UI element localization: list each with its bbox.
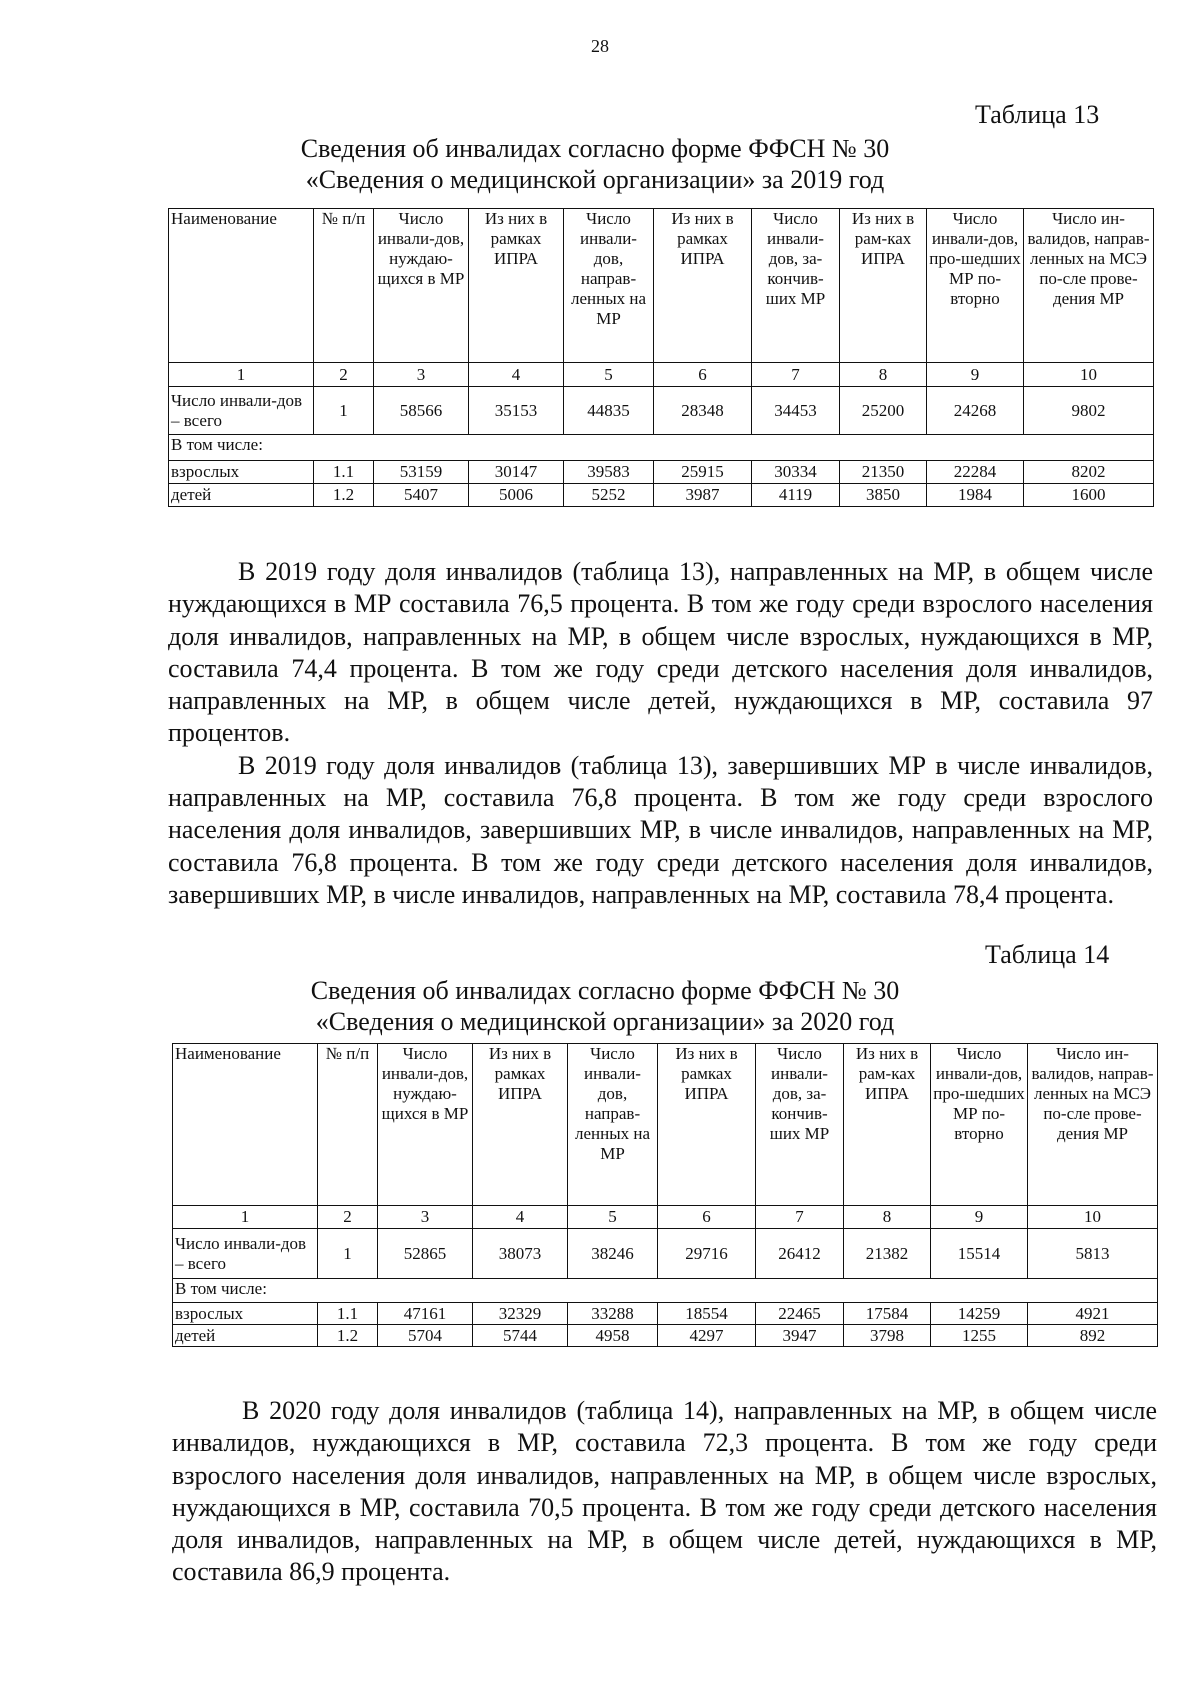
adults-row-cell: 25915	[654, 461, 752, 484]
adults-row-cell: 32329	[473, 1303, 568, 1325]
adults-row-cell: взрослых	[173, 1303, 318, 1325]
adults-row-cell: 33288	[568, 1303, 658, 1325]
children-row-cell: детей	[173, 1325, 318, 1347]
header-cell: Число ин-валидов, направ-ленных на МСЭ по-сле прове-дения МР	[1028, 1044, 1158, 1206]
header-cell: Из них в рам-ках ИПРА	[840, 209, 927, 363]
column-number-cell: 6	[654, 363, 752, 387]
adults-row-cell: 4921	[1028, 1303, 1158, 1325]
header-cell: Число ин-валидов, направ-ленных на МСЭ по-сле прове-дения МР	[1024, 209, 1154, 363]
adults-row-cell: 1.1	[314, 461, 374, 484]
column-number-cell: 10	[1028, 1206, 1158, 1229]
column-number-cell: 9	[931, 1206, 1028, 1229]
adults-row-cell: 39583	[564, 461, 654, 484]
children-row-cell: 3798	[844, 1325, 931, 1347]
children-row-cell: 4297	[658, 1325, 756, 1347]
total-row-cell: 25200	[840, 387, 927, 435]
table-14-label: Таблица 14	[985, 940, 1110, 969]
paragraph-2019-referral: В 2019 году доля инвалидов (таблица 13), направленных на МР, в общем числе нуждающихся в МР составила 76,5 процента. В том же году среди взрослого населения доля инвалидов, направленных на МР, в общем числе взрослых, нуждающихся в МР, составила 74,4 процента. В том же году среди детского населения доля инвалидов, направленных на МР, в общем числе детей, нуждающихся в МР, составила 97 процентов.	[168, 557, 1153, 748]
header-cell: Число инвали-дов, про-шедших МР по-вторно	[931, 1044, 1028, 1206]
total-row-cell: 5813	[1028, 1229, 1158, 1279]
column-number-cell: 10	[1024, 363, 1154, 387]
header-cell: Из них в рамках ИПРА	[658, 1044, 756, 1206]
column-number-cell: 4	[473, 1206, 568, 1229]
header-cell: Число инвали-дов, направ-ленных на МР	[568, 1044, 658, 1206]
total-row-cell: 52865	[378, 1229, 473, 1279]
table-14-subheader: В том числе:	[173, 1279, 1158, 1303]
children-row-cell: 3947	[756, 1325, 844, 1347]
children-row-cell: 5407	[374, 484, 469, 507]
total-row-cell: 9802	[1024, 387, 1154, 435]
total-row-cell: Число инвали-дов – всего	[169, 387, 314, 435]
adults-row-cell: 14259	[931, 1303, 1028, 1325]
total-row-cell: 38246	[568, 1229, 658, 1279]
header-cell: Число инвали-дов, направ-ленных на МР	[564, 209, 654, 363]
children-row-cell: 5744	[473, 1325, 568, 1347]
children-row-cell: 4958	[568, 1325, 658, 1347]
children-row-cell: 5006	[469, 484, 564, 507]
children-row-cell: 3850	[840, 484, 927, 507]
adults-row-cell: 17584	[844, 1303, 931, 1325]
children-row-cell: детей	[169, 484, 314, 507]
column-number-cell: 5	[568, 1206, 658, 1229]
header-cell: Число инвали-дов, про-шедших МР по-вторно	[927, 209, 1024, 363]
table-14	[172, 1043, 1158, 1347]
column-number-cell: 1	[173, 1206, 318, 1229]
children-row-cell: 4119	[752, 484, 840, 507]
total-row-cell: 35153	[469, 387, 564, 435]
adults-row-cell: 21350	[840, 461, 927, 484]
total-row-cell: 1	[314, 387, 374, 435]
children-row-cell: 1600	[1024, 484, 1154, 507]
children-row-cell: 1.2	[318, 1325, 378, 1347]
total-row-cell: 44835	[564, 387, 654, 435]
total-row-cell: 38073	[473, 1229, 568, 1279]
total-row-cell: 34453	[752, 387, 840, 435]
header-cell: Наименование	[169, 209, 314, 363]
header-cell: Наименование	[173, 1044, 318, 1206]
adults-row-cell: 8202	[1024, 461, 1154, 484]
paragraph-2019-completion: В 2019 году доля инвалидов (таблица 13), завершивших МР в числе инвалидов, направленных на МР, составила 76,8 процента. В том же году среди взрослого населения доля инвалидов, завершивших МР, в числе инвалидов, направленных на МР, составила 76,8 процента. В том же году среди детского населения доля инвалидов, завершивших МР, в числе инвалидов, направленных на МР, составила 78,4 процента.	[168, 750, 1153, 909]
column-number-cell: 9	[927, 363, 1024, 387]
adults-row-cell: 47161	[378, 1303, 473, 1325]
total-row-cell: 29716	[658, 1229, 756, 1279]
column-number-cell: 4	[469, 363, 564, 387]
column-number-cell: 2	[318, 1206, 378, 1229]
adults-row-cell: 53159	[374, 461, 469, 484]
adults-row-cell: взрослых	[169, 461, 314, 484]
header-cell: № п/п	[314, 209, 374, 363]
table-13-title-line2: «Сведения о медицинской организации» за 2019 год	[305, 165, 885, 194]
column-number-cell: 3	[374, 363, 469, 387]
total-row-cell: 58566	[374, 387, 469, 435]
column-number-cell: 1	[169, 363, 314, 387]
header-cell: Число инвали-дов, нуждаю-щихся в МР	[378, 1044, 473, 1206]
table-13-label: Таблица 13	[975, 100, 1100, 129]
total-row-cell: Число инвали-дов – всего	[173, 1229, 318, 1279]
table-14-title	[240, 975, 970, 1037]
children-row-cell: 5704	[378, 1325, 473, 1347]
table-14-title-line1: Сведения об инвалидах согласно форме ФФСН № 30	[310, 976, 900, 1005]
paragraphs-2020	[172, 1395, 1157, 1589]
column-number-cell: 2	[314, 363, 374, 387]
total-row-cell: 26412	[756, 1229, 844, 1279]
adults-row-cell: 22465	[756, 1303, 844, 1325]
total-row-cell: 24268	[927, 387, 1024, 435]
adults-row-cell: 1.1	[318, 1303, 378, 1325]
column-number-cell: 5	[564, 363, 654, 387]
column-number-cell: 7	[756, 1206, 844, 1229]
table-13-title	[230, 133, 960, 195]
adults-row-cell: 30334	[752, 461, 840, 484]
paragraph-2020-referral: В 2020 году доля инвалидов (таблица 14), направленных на МР, в общем числе инвалидов, нуждающихся в МР, составила 72,3 процента. В том же году среди взрослого населения доля инвалидов, направленных на МР, в общем числе взрослых, нуждающихся в МР, составила 70,5 процента. В том же году среди детского населения доля инвалидов, направленных на МР, в общем числе детей, нуждающихся в МР, составила 86,9 процента.	[172, 1396, 1157, 1587]
table-13	[168, 208, 1154, 507]
adults-row-cell: 18554	[658, 1303, 756, 1325]
adults-row-cell: 22284	[927, 461, 1024, 484]
column-number-cell: 6	[658, 1206, 756, 1229]
paragraphs-2019	[168, 556, 1153, 911]
column-number-cell: 7	[752, 363, 840, 387]
table-13-title-line1: Сведения об инвалидах согласно форме ФФСН № 30	[300, 134, 890, 163]
column-number-cell: 8	[844, 1206, 931, 1229]
children-row-cell: 1255	[931, 1325, 1028, 1347]
total-row-cell: 28348	[654, 387, 752, 435]
table-14-title-line2: «Сведения о медицинской организации» за 2020 год	[315, 1007, 895, 1036]
adults-row-cell: 30147	[469, 461, 564, 484]
header-cell: Из них в рам-ках ИПРА	[844, 1044, 931, 1206]
column-number-cell: 3	[378, 1206, 473, 1229]
header-cell: Число инвали-дов, нуждаю-щихся в МР	[374, 209, 469, 363]
children-row-cell: 3987	[654, 484, 752, 507]
header-cell: Из них в рамках ИПРА	[473, 1044, 568, 1206]
header-cell: Число инвали-дов, за-кончив-ших МР	[756, 1044, 844, 1206]
header-cell: Число инвали-дов, за-кончив-ших МР	[752, 209, 840, 363]
children-row-cell: 1.2	[314, 484, 374, 507]
column-number-cell: 8	[840, 363, 927, 387]
total-row-cell: 21382	[844, 1229, 931, 1279]
header-cell: Из них в рамках ИПРА	[654, 209, 752, 363]
total-row-cell: 15514	[931, 1229, 1028, 1279]
page-number: 28	[591, 36, 609, 56]
total-row-cell: 1	[318, 1229, 378, 1279]
table-13-subheader: В том числе:	[169, 435, 1154, 461]
header-cell: Из них в рамках ИПРА	[469, 209, 564, 363]
children-row-cell: 5252	[564, 484, 654, 507]
children-row-cell: 1984	[927, 484, 1024, 507]
children-row-cell: 892	[1028, 1325, 1158, 1347]
header-cell: № п/п	[318, 1044, 378, 1206]
